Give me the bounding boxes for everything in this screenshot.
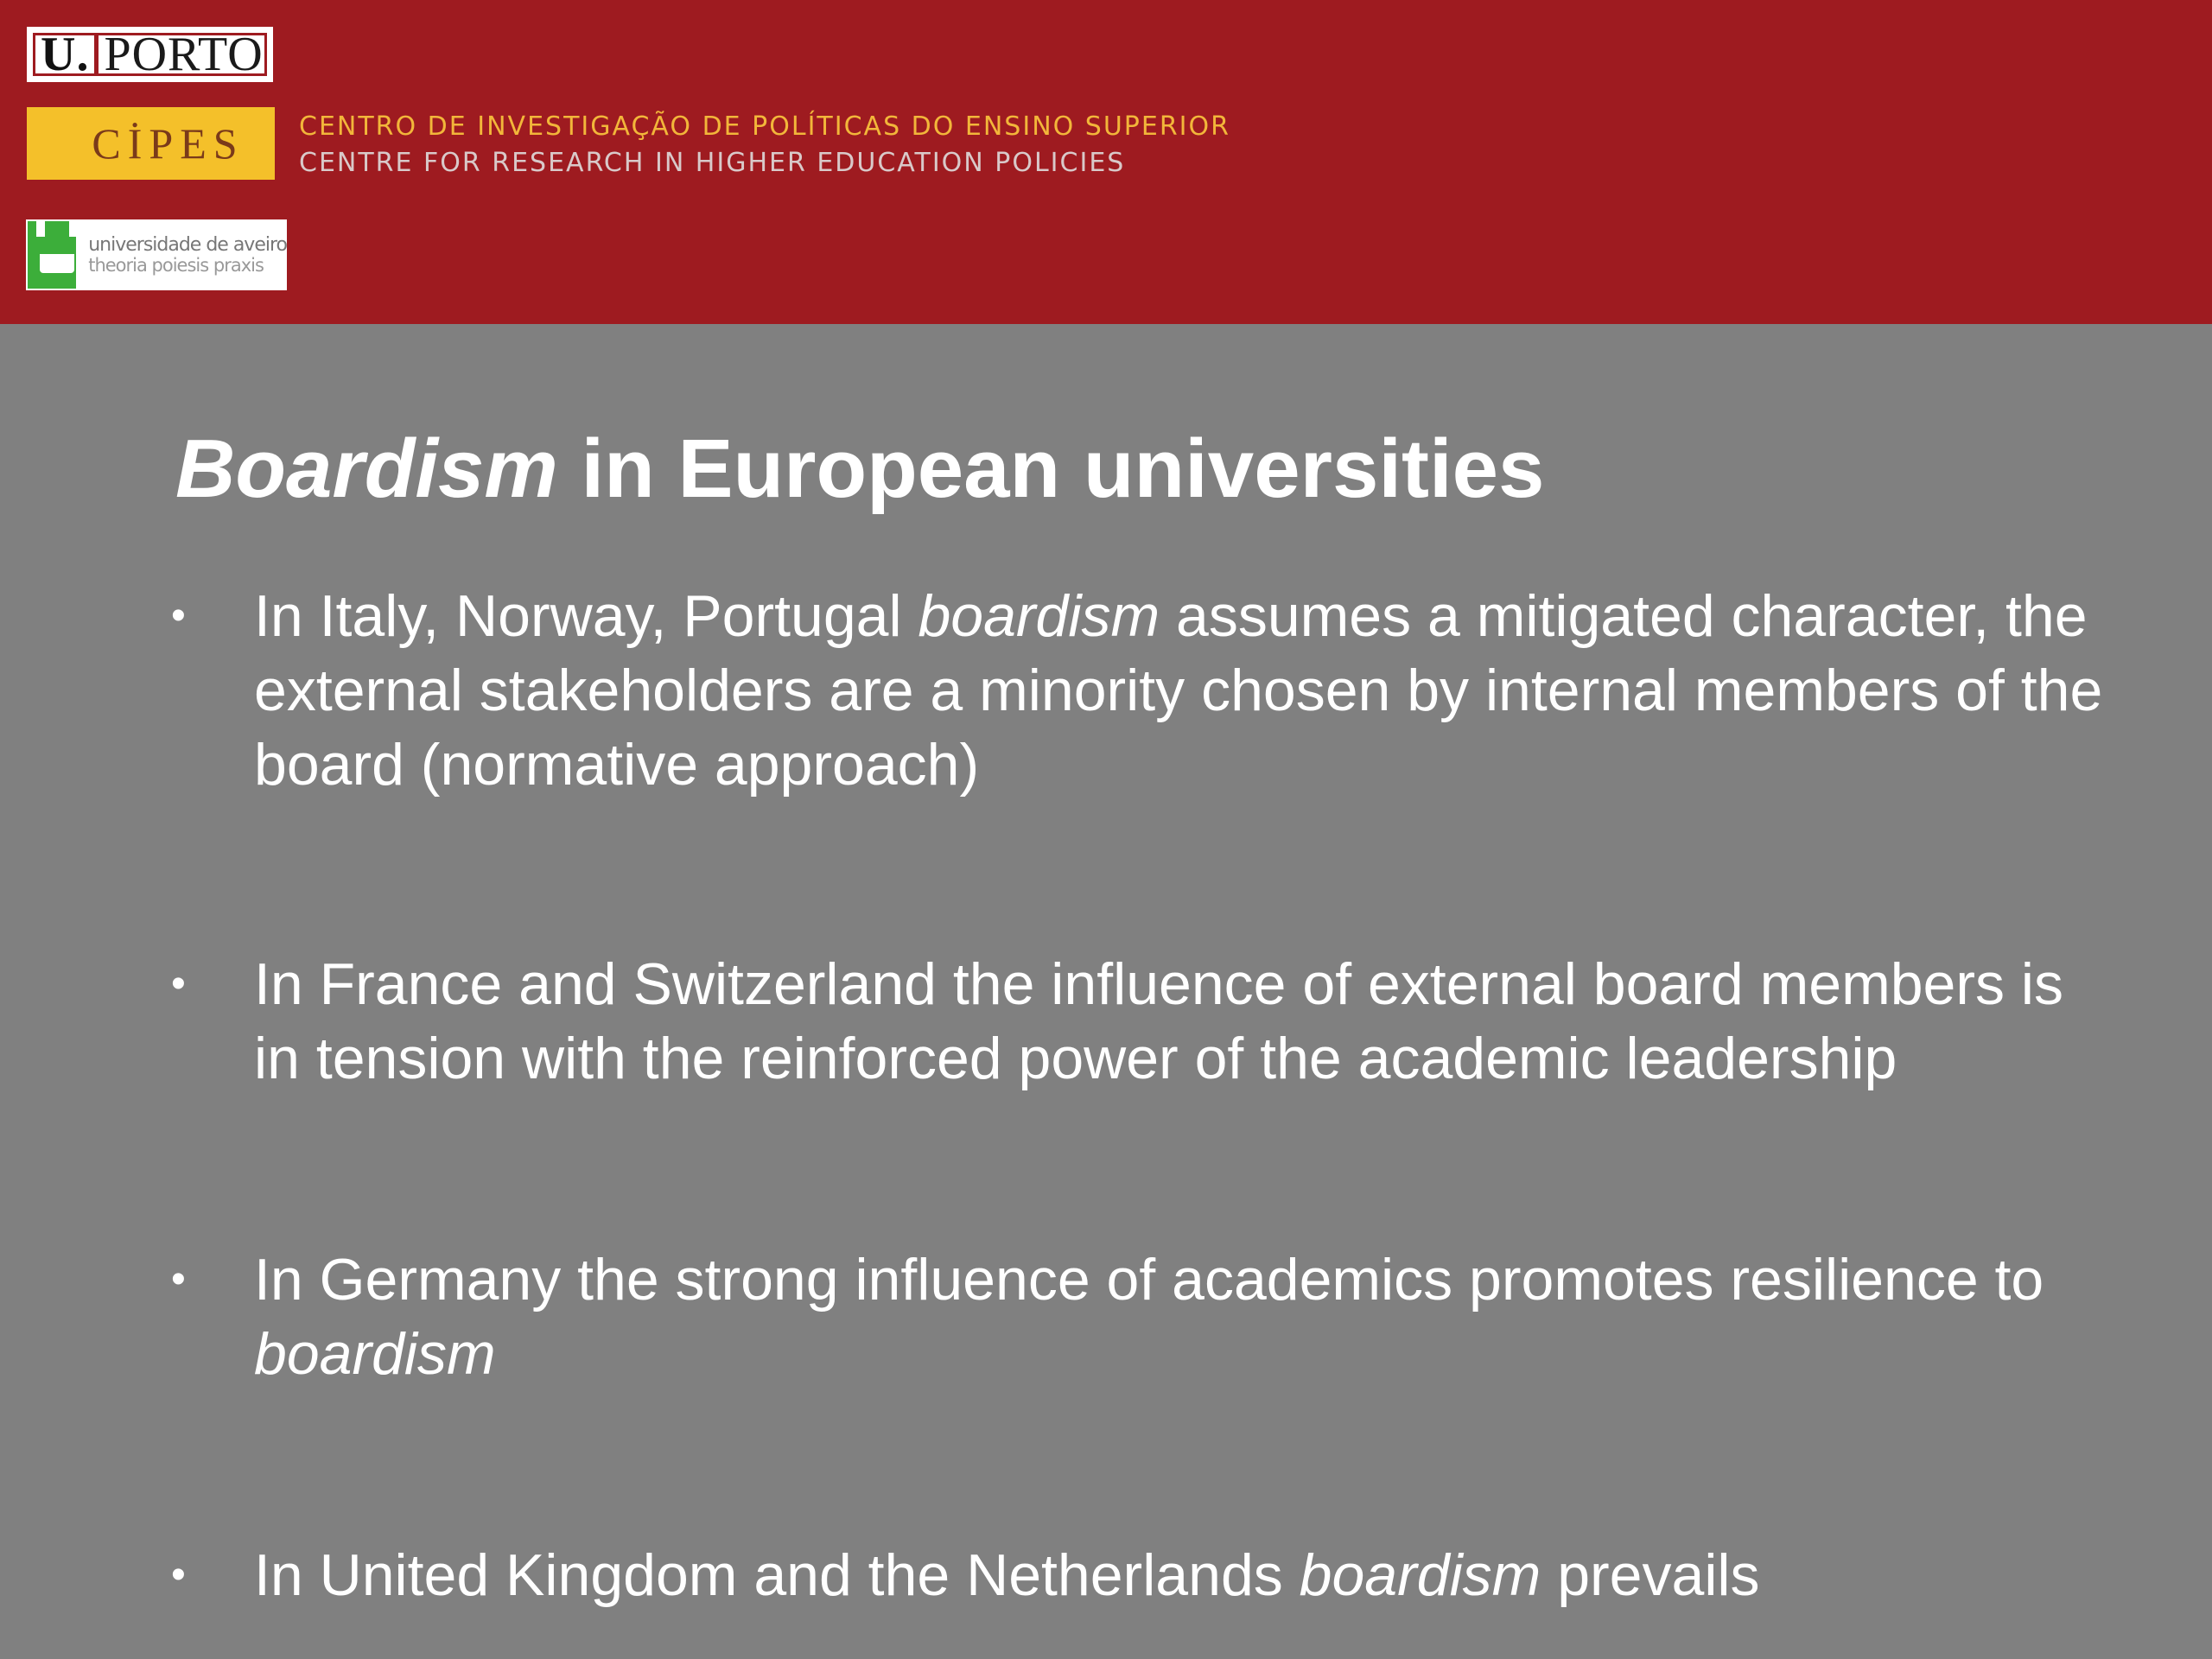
bullet-item: [164, 1538, 2117, 1612]
bullet-item: [164, 579, 2117, 802]
header-banner: [0, 0, 2212, 324]
cipes-logo: CİPES: [27, 107, 275, 180]
uporto-logo-text: PORTO: [104, 33, 264, 76]
slide-title-rest: in European universities: [557, 423, 1545, 515]
bullet-text-part: assumes a mitigated character, the external stakeholders are a minority chosen by internal members of the board (normative approach): [254, 583, 2103, 798]
universidade-aveiro-logo: [26, 219, 287, 290]
bullet-text-part: In France and Switzerland the influence of external board members is in tension with the reinforced power of the academic leadership: [254, 951, 2063, 1091]
bullet-item: [164, 947, 2117, 1096]
bullet-text-part: prevails: [1541, 1542, 1760, 1608]
aveiro-logo-motto: theoria poiesis praxis: [88, 254, 264, 276]
bullet-text: [254, 1243, 2117, 1391]
bullet-marker: •: [171, 961, 186, 1007]
bullet-text-italic: boardism: [918, 583, 1160, 649]
uporto-logo-u: U.: [35, 33, 94, 76]
bullet-text: [254, 579, 2117, 802]
cipes-name-pt: CENTRO DE INVESTIGAÇÃO DE POLÍTICAS DO ENSINO SUPERIOR: [299, 111, 1230, 142]
bullet-text-part: In United Kingdom and the Netherlands: [254, 1542, 1300, 1608]
bullet-item: [164, 1243, 2117, 1391]
bullet-text-part: In Italy, Norway, Portugal: [254, 583, 918, 649]
slide-title: [175, 423, 1544, 515]
bullet-text: [254, 1538, 2117, 1612]
bullet-text-italic: boardism: [254, 1321, 496, 1387]
cipes-name-en: CENTRE FOR RESEARCH IN HIGHER EDUCATION POLICIES: [299, 148, 1126, 178]
slide-title-italic: Boardism: [175, 423, 558, 515]
bullet-marker: •: [171, 593, 186, 639]
cipes-name: [299, 111, 1230, 178]
bullet-text-part: In Germany the strong influence of academics promotes resilience to: [254, 1247, 2044, 1313]
aveiro-emblem-icon: [28, 221, 76, 289]
uporto-logo: [27, 27, 273, 82]
bullet-text: [254, 947, 2117, 1096]
bullet-marker: •: [171, 1552, 186, 1598]
aveiro-logo-name: universidade de aveiro: [88, 234, 287, 257]
bullet-marker: •: [171, 1256, 186, 1302]
bullet-text-italic: boardism: [1299, 1542, 1541, 1608]
